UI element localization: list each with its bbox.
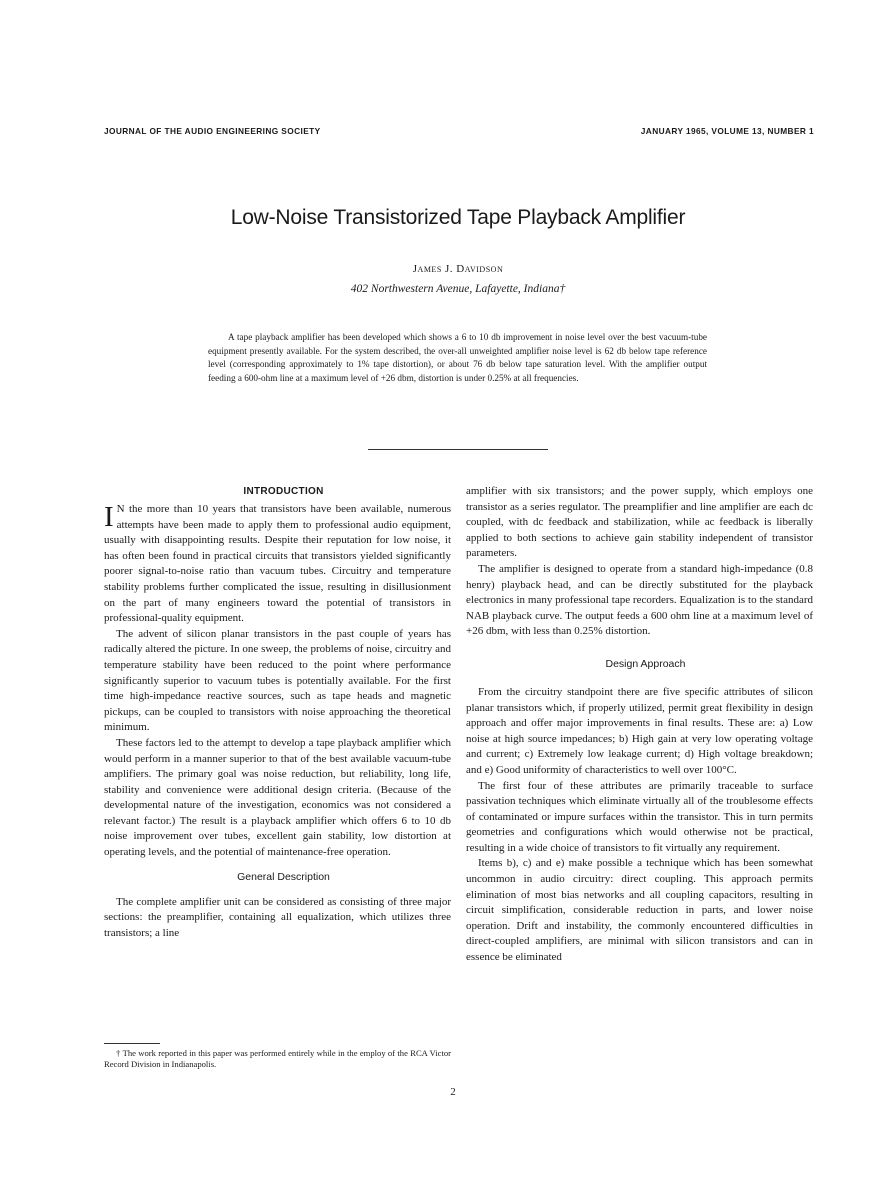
footnote: † The work reported in this paper was performed entirely while in the employ of the RCA Victor Record Division in Indianapolis. [104, 1048, 451, 1069]
abstract: A tape playback amplifier has been developed which shows a 6 to 10 db improvement in noise level over the best vacuum-tube equipment presently available. For the system described, the over-all unweighted amplifier noise level is 62 db below tape reference level (corresponding approximately to 1% tape distortion), or about 76 db below tape saturation level. With the amplifier output feeding a 600-ohm line at a maximum level of +26 dbm, distortion is under 0.25% at all frequencies. [208, 332, 707, 383]
section-heading-design-approach: Design Approach [605, 657, 686, 670]
general-paragraph-1: The complete amplifier unit can be considered as consisting of three major sections: the preamplifier, containing all equalization, which utilizes three transistors; a line [104, 895, 451, 939]
general-paragraph-1-continued: amplifier with six transistors; and the power supply, which employs one transistor as a series regulator. The preamplifier and line amplifier are each dc coupled, with dc feedback and stabilization, while ac feedback is liberally applied to both sections to achieve gain stability independent of transistor parameters. [466, 485, 813, 560]
section-heading-general-description: General Description [237, 870, 330, 883]
article-title: Low-Noise Transistorized Tape Playback Amplifier [230, 206, 686, 229]
section-heading-introduction: INTRODUCTION [243, 486, 324, 497]
intro-paragraph-1-text: N the more than 10 years that transistors have been available, numerous attempts have been made to apply them to professional audio equipment, usually with disappointing results. Despite their reputation for low noise, it has often been found in practical circuits that transistors yielded significantly poorer signal-to-noise ratio than vacuum tubes. Circuitry and temperature stability problems further complicated the issue, resulting in disillusionment on the part of many engineers toward the potential of transistors in professional-quality equipment. [104, 503, 451, 625]
author-name: James J. Davidson [412, 263, 504, 275]
left-column [104, 484, 451, 941]
design-paragraph-1: From the circuitry standpoint there are five specific attributes of silicon planar transistors which, if properly utilized, permit great flexibility in design approach and offer major improvements in final results. These are: a) Low noise at high source impedances; b) High gain at very low operating voltage and current; c) Extremely low leakage current; d) High voltage breakdown; and e) Good uniformity of characteristics to well over 100°C. [466, 685, 813, 776]
journal-running-head: JOURNAL OF THE AUDIO ENGINEERING SOCIETY [104, 126, 321, 136]
page-number: 2 [450, 1086, 456, 1098]
intro-paragraph-2: The advent of silicon planar transistors in the past couple of years has radically altered the picture. In one sweep, the problems of noise, circuitry and temperature stability have been reduced to the point where performance significantly superior to vacuum tubes is potentially available. For the first time high-impedance reactive sources, such as tape heads and magnetic pickups, can be coupled to transistors with noise approaching the theoretical minimum. [104, 627, 451, 734]
design-paragraph-3: Items b), c) and e) make possible a technique which has been somewhat uncommon in audio circuitry: direct coupling. This approach permits elimination of most bias networks and all coupling capacitors, resulting in circuit simplification, considerable reduction in parts, and lower noise operation. Drift and instability, the commonly encountered difficulties in direct-coupled amplifiers, are minimal with silicon transistors and can in essence be eliminated [466, 857, 813, 964]
right-column [466, 484, 813, 966]
design-paragraph-2: The first four of these attributes are primarily traceable to surface passivation techniques which eliminate virtually all of the troublesome effects of contaminated or impure surfaces within the transistor. This in turn permits geometries and configurations which would otherwise not be practical, resulting in a wide choice of transistors to fit virtually any requirement. [466, 779, 813, 854]
issue-running-head: JANUARY 1965, VOLUME 13, NUMBER 1 [640, 126, 814, 136]
general-paragraph-2: The amplifier is designed to operate from a standard high-impedance (0.8 henry) playback head, and can be directly substituted for the playback electronics in many professional tape recorders. Equalization is to the standard NAB playback curve. The output feeds a 600 ohm line at a maximum level of +26 dbm, with less than 0.25% distortion. [466, 562, 813, 638]
footnote-divider [104, 1043, 160, 1044]
author-affiliation: 402 Northwestern Avenue, Lafayette, Indiana† [350, 283, 566, 295]
abstract-divider [368, 449, 548, 450]
intro-paragraph-1 [104, 502, 451, 627]
intro-paragraph-3: These factors led to the attempt to develop a tape playback amplifier which would perform in a manner superior to that of the best available vacuum-tube amplifiers. The primary goal was noise reduction, but reliability, long life, stability and convenience were additional design criteria. (Because of the developmental nature of the investigation, economics was not considered a relevant factor.) The result is a playback amplifier which offers 6 to 10 db noise improvement over tubes, excellent gain stability, low distortion at operating levels, and the potential of maintenance-free operation. [104, 736, 451, 859]
drop-cap: I [104, 501, 114, 533]
